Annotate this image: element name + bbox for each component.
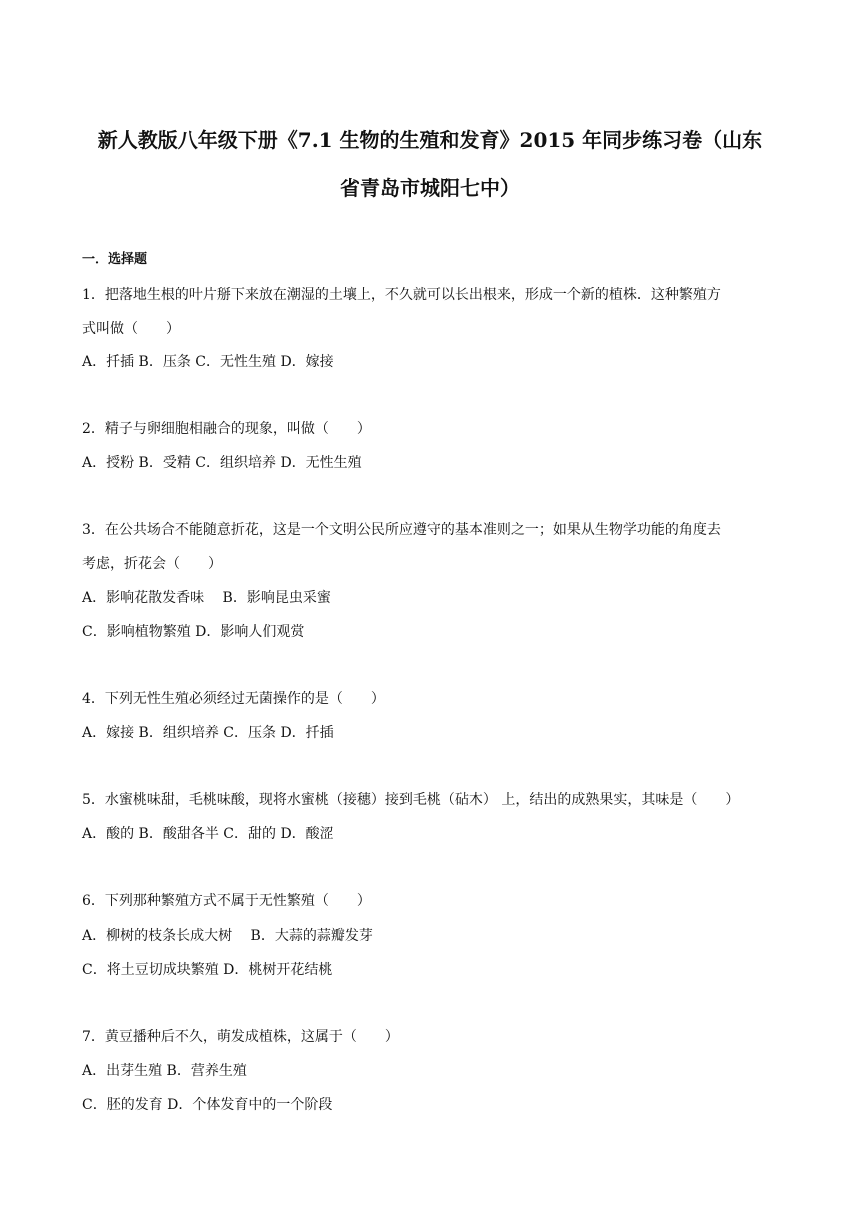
question-1-stem-line-2: 式叫做（ ） [82,321,180,337]
question-5-stem: 5．水蜜桃味甜，毛桃味酸，现将水蜜桃（接穗）接到毛桃（砧木） 上，结出的成熟果实，其味是（ ） [82,792,740,808]
question-6-stem: 6．下列那种繁殖方式不属于无性繁殖（ ） [82,893,371,909]
question-3-stem-line-1: 3．在公共场合不能随意折花，这是一个文明公民所应遵守的基本准则之一；如果从生物学功能的角度去 [82,522,721,538]
question-1-stem-line-1: 1．把落地生根的叶片掰下来放在潮湿的土壤上，不久就可以长出根来，形成一个新的植株．这种繁殖方 [82,287,721,303]
question-3-options-line-1: A．影响花散发香味 B．影响昆虫采蜜 [82,590,331,606]
document-title [60,116,800,212]
question-5-options: A．酸的 B．酸甜各半 C．甜的 D．酸涩 [82,826,334,842]
question-7-options-line-1: A．出芽生殖 B．营养生殖 [82,1063,247,1079]
question-3-options-line-2: C．影响植物繁殖 D．影响人们观赏 [82,624,305,640]
question-6-options-line-2: C．将土豆切成块繁殖 D．桃树开花结桃 [82,962,333,978]
question-3-stem-line-2: 考虑，折花会（ ） [82,556,222,572]
question-4-stem: 4．下列无性生殖必须经过无菌操作的是（ ） [82,691,385,707]
question-6-options-line-1: A．柳树的枝条长成大树 B．大蒜的蒜瓣发芽 [82,928,373,944]
question-2-stem: 2．精子与卵细胞相融合的现象，叫做（ ） [82,421,371,437]
question-4-options: A．嫁接 B．组织培养 C．压条 D．扦插 [82,725,334,741]
question-7-stem: 7．黄豆播种后不久，萌发成植株，这属于（ ） [82,1029,399,1045]
section-heading: 一．选择题 [82,252,148,267]
title-line-2: 省青岛市城阳七中） [340,176,520,200]
question-1-options: A．扦插 B．压条 C．无性生殖 D．嫁接 [82,354,334,370]
question-7-options-line-2: C．胚的发育 D．个体发育中的一个阶段 [82,1097,333,1113]
question-2-options: A．授粉 B．受精 C．组织培养 D．无性生殖 [82,455,362,471]
title-line-1: 新人教版八年级下册《7.1 生物的生殖和发育》2015 年同步练习卷（山东 [97,128,763,152]
